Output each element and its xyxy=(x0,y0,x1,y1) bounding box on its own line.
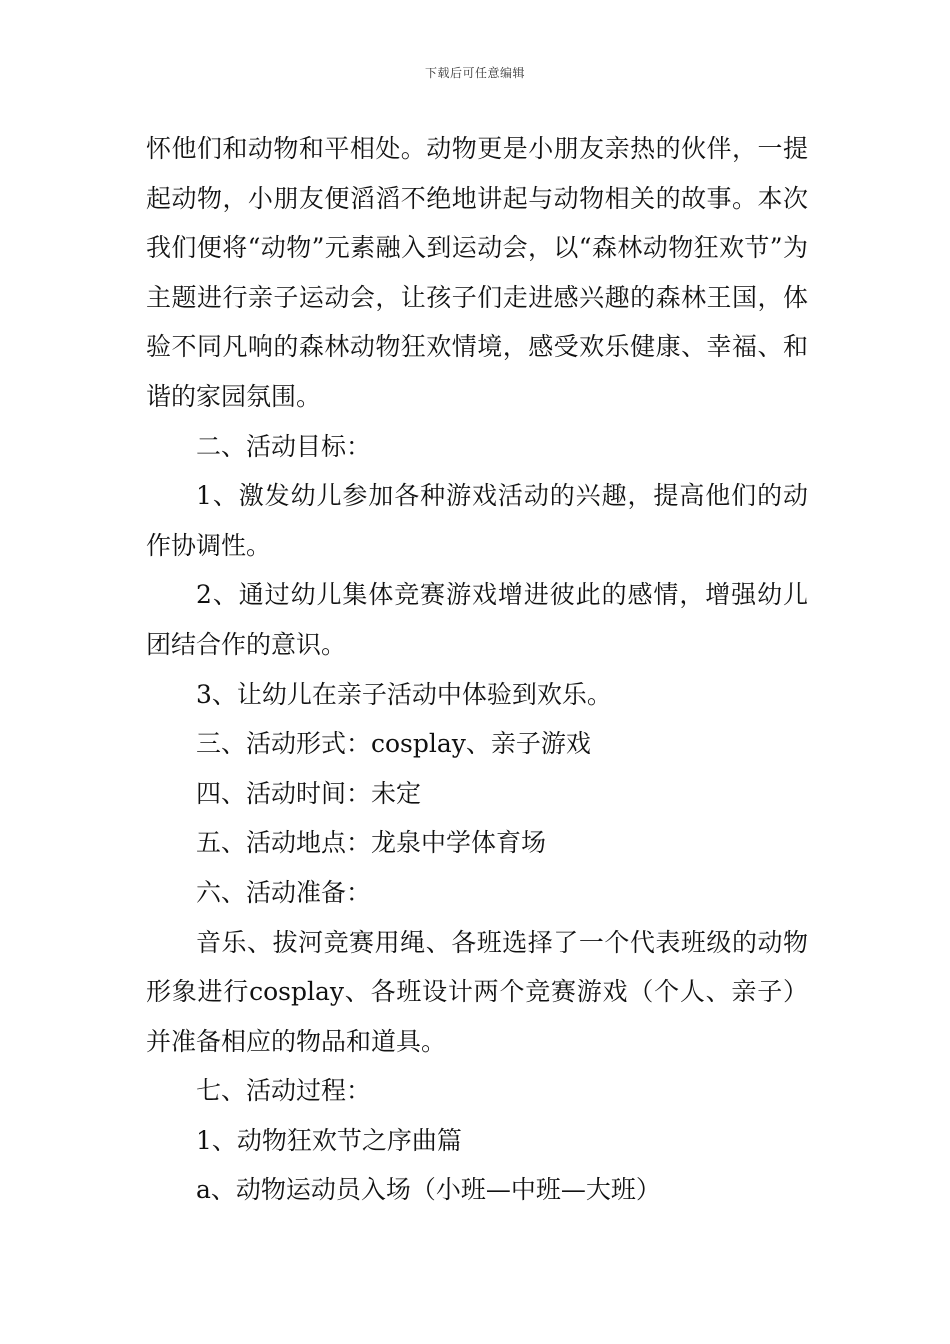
preparation-details: 音乐、拔河竞赛用绳、各班选择了一个代表班级的动物形象进行cosplay、各班设计两个竞赛游戏（个人、亲子）并准备相应的物品和道具。 xyxy=(146,927,808,1056)
section-activity-location: 五、活动地点：龙泉中学体育场 xyxy=(196,828,547,858)
document-body xyxy=(146,124,808,1215)
process-item-1: 1、动物狂欢节之序曲篇 xyxy=(196,1125,462,1155)
section-heading-process: 七、活动过程： xyxy=(196,1076,372,1106)
paragraph-intro-continued: 怀他们和动物和平相处。动物更是小朋友亲热的伙伴，一提起动物，小朋友便滔滔不绝地讲起与动物相关的故事。本次我们便将“动物”元素融入到运动会，以“森林动物狂欢节”为主题进行亲子运动会，让孩子们走进感兴趣的森林王国，体验不同凡响的森林动物狂欢情境，感受欢乐健康、幸福、和谐的家园氛围。 xyxy=(146,134,808,411)
page-header: 下载后可任意编辑 xyxy=(424,66,525,80)
process-subitem-a: a、动物运动员入场（小班—中班—大班） xyxy=(196,1175,661,1205)
goal-item-2: 2、通过幼儿集体竞赛游戏增进彼此的感情，增强幼儿团结合作的意识。 xyxy=(146,580,808,659)
goal-item-1: 1、激发幼儿参加各种游戏活动的兴趣，提高他们的动作协调性。 xyxy=(146,481,808,560)
section-heading-preparation: 六、活动准备： xyxy=(196,877,372,907)
section-activity-format: 三、活动形式：cosplay、亲子游戏 xyxy=(196,729,591,759)
section-activity-time: 四、活动时间：未定 xyxy=(196,778,422,808)
section-heading-goals: 二、活动目标： xyxy=(196,431,372,461)
goal-item-3: 3、让幼儿在亲子活动中体验到欢乐。 xyxy=(196,679,612,709)
